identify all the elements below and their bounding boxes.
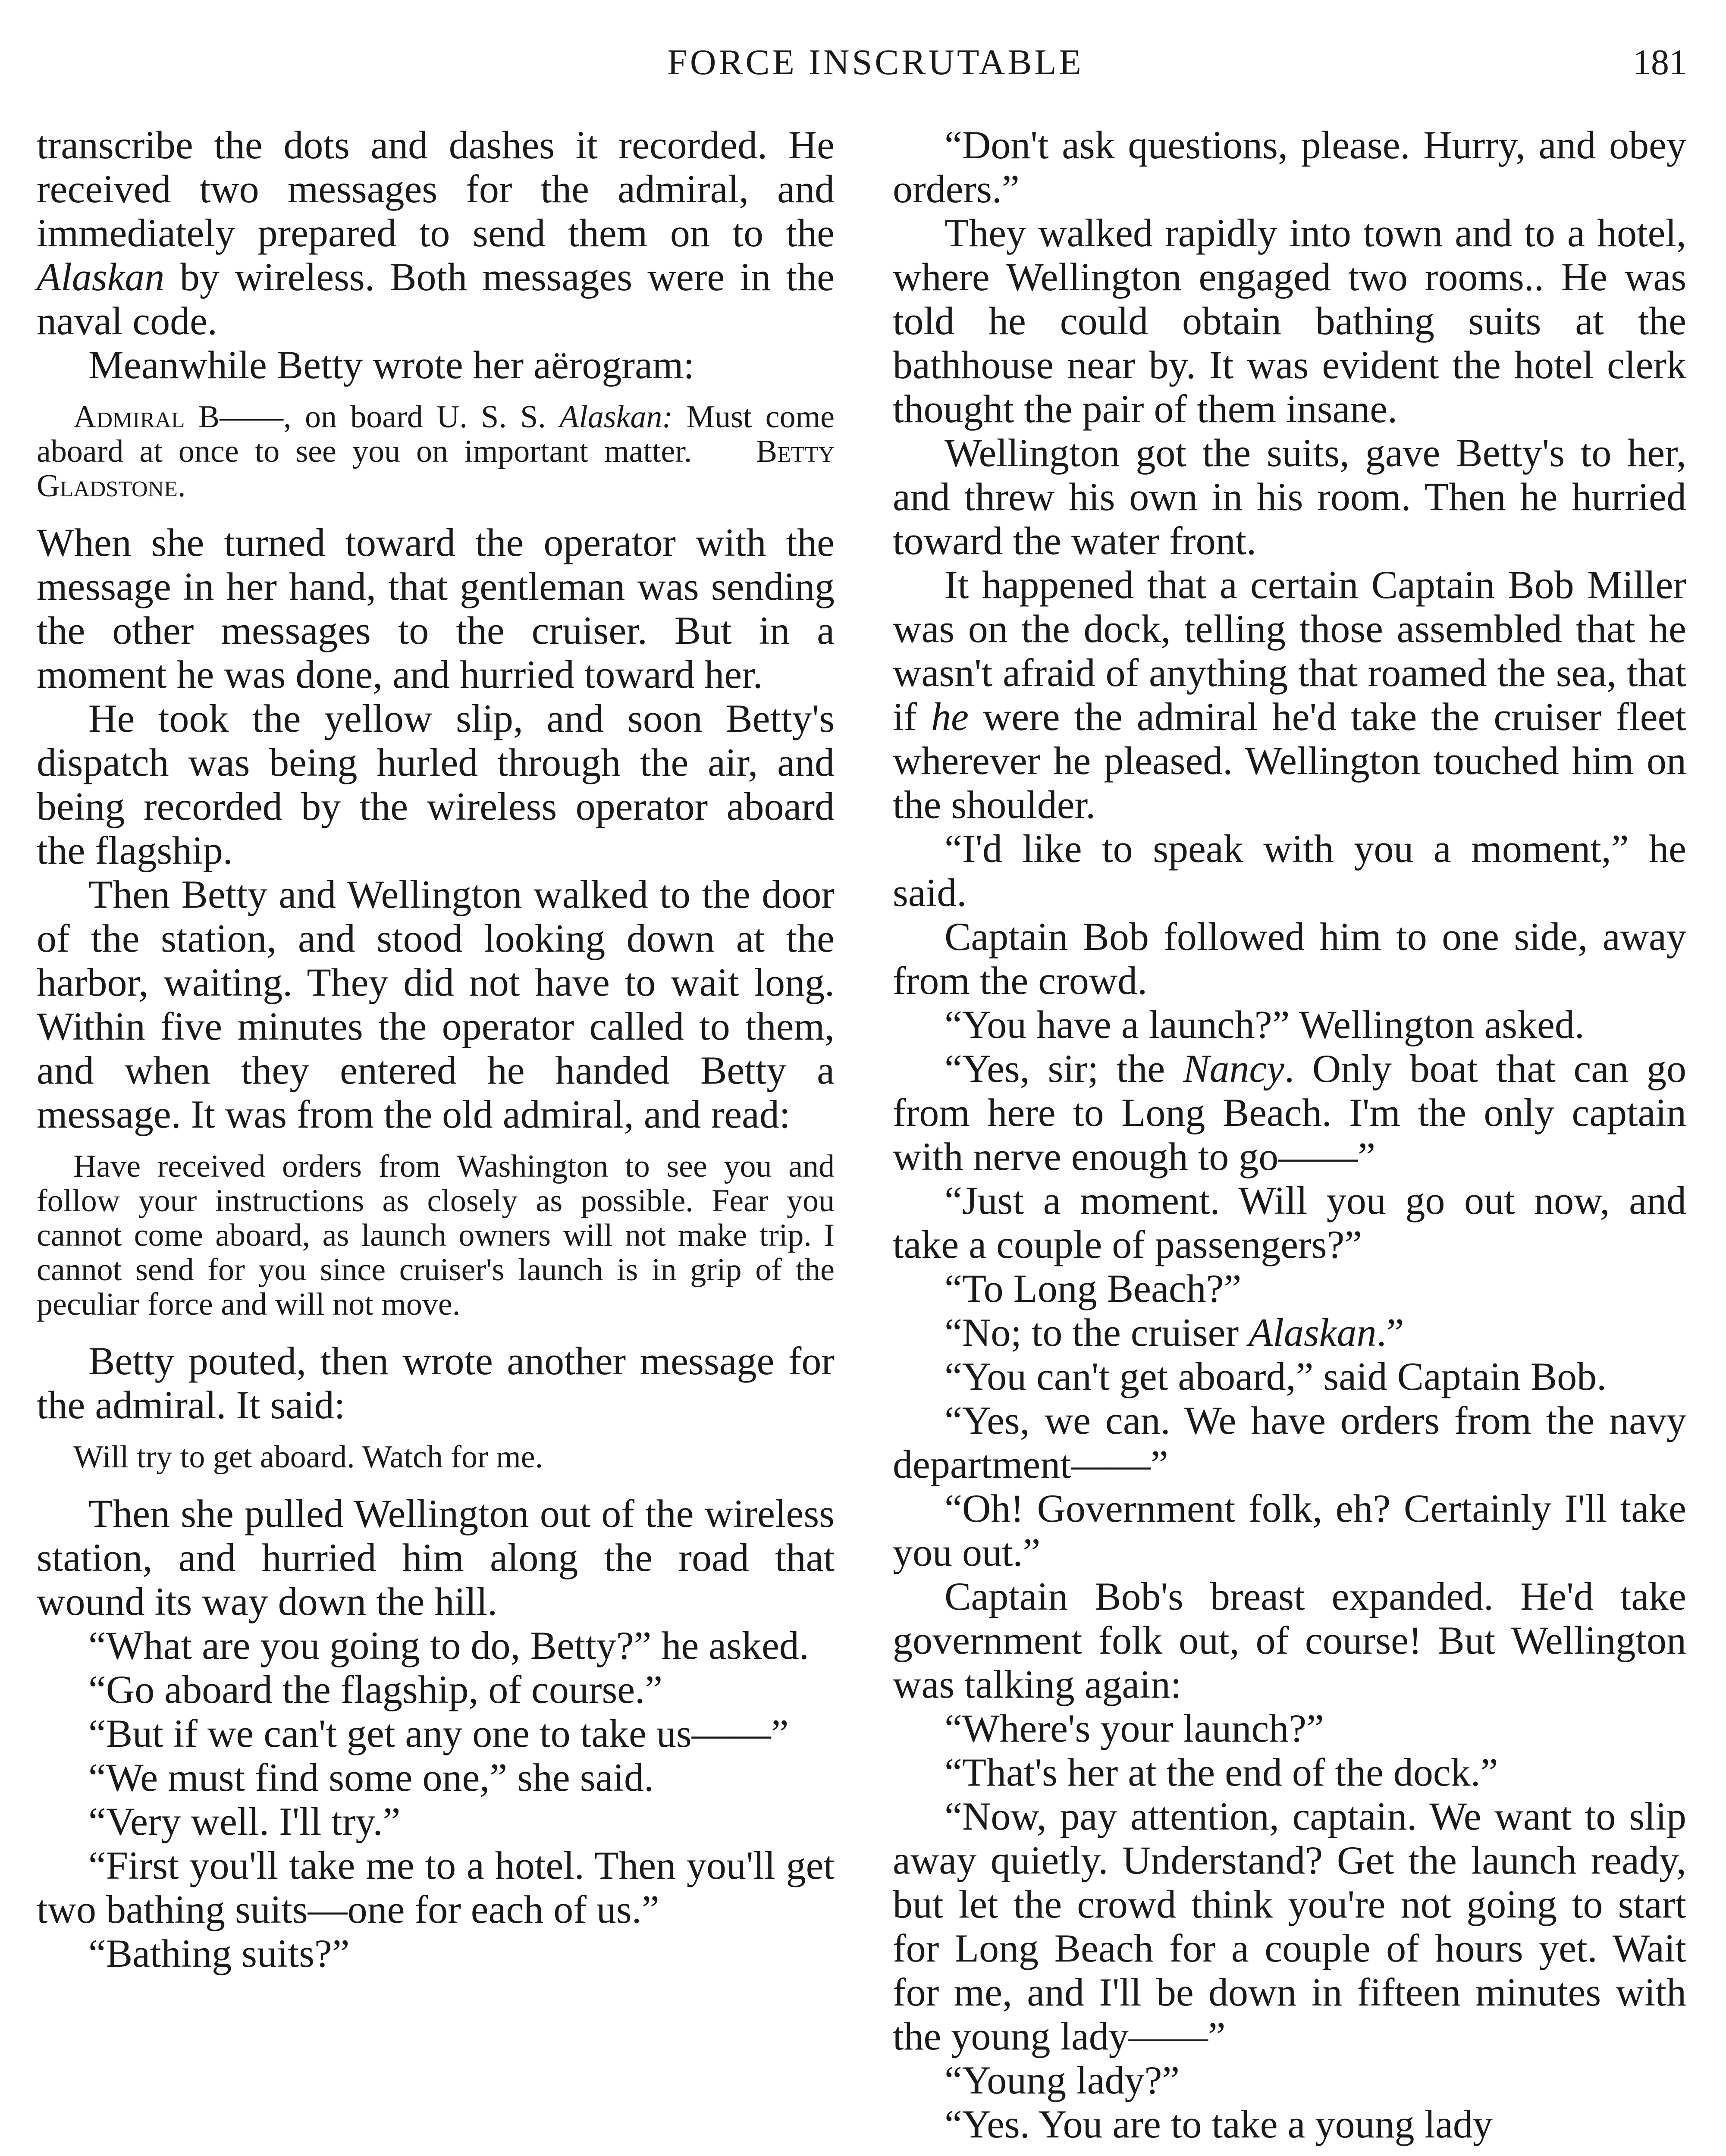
paragraph: “Young lady?” [945,2058,1180,2102]
paragraph: Captain Bob's breast expanded. He'd take government folk out, of course! But Wellington was talking again: [893,1574,1686,1706]
running-title: FORCE INSCRUTABLE [667,42,1084,82]
paragraph: transcribe the dots and dashes it recorded. He received two messages for the admiral, and immediately prepared to send them on to the Alaskan by wireless. Both messages were in the naval code. [37,123,835,343]
paragraph: “Just a moment. Will you go out now, and take a couple of passengers?” [893,1178,1686,1266]
paragraph: “We must find some one,” she said. [88,1755,654,1799]
paragraph: “What are you going to do, Betty?” he asked. [88,1623,809,1667]
paragraph: Betty pouted, then wrote another message for the admiral. It said: [37,1339,835,1427]
paragraph: “Now, pay attention, captain. We want to slip away quietly. Understand? Get the launch ready, but let the crowd think you're not going to start for Long Beach for a couple of hours yet. Wait for me, and I'll be down in fifteen minutes with the young lady——” [893,1794,1686,2058]
paragraph: “Yes. You are to take a young lady [945,2102,1493,2146]
paragraph: “Bathing suits?” [88,1931,350,1975]
paragraph: “That's her at the end of the dock.” [945,1750,1498,1794]
aerogram: Admiral B——, on board U. S. S. Alaskan: Must come aboard at once to see you on important matter. Betty Gladstone. [37,399,835,504]
paragraph: They walked rapidly into town and to a hotel, where Wellington engaged two rooms.. He was told he could obtain bathing suits at the bathhouse near by. It was evident the hotel clerk thought the pair of them insane. [893,211,1686,431]
paragraph: “Yes, we can. We have orders from the navy department——” [893,1398,1686,1486]
paragraph: “But if we can't get any one to take us——” [88,1711,789,1755]
paragraph: “Where's your launch?” [945,1706,1324,1750]
reply-message: Will try to get aboard. Watch for me. [73,1439,543,1475]
paragraph: “I'd like to speak with you a moment,” he said. [893,827,1686,915]
paragraph: Wellington got the suits, gave Betty's to her, and threw his own in his room. Then he hurried toward the water front. [893,431,1686,563]
right-column [893,123,1686,2156]
page-number: 181 [1633,42,1687,82]
paragraph: “You can't get aboard,” said Captain Bob. [945,1354,1607,1398]
paragraph: “Very well. I'll try.” [88,1799,401,1843]
admiral-message: Have received orders from Washington to see you and follow your instructions as closely as possible. Fear you cannot come aboard, as launch owners will not make trip. I cannot send for you since cruiser's launch is in grip of the peculiar force and will not move. [37,1149,835,1322]
paragraph: “Yes, sir; the Nancy. Only boat that can go from here to Long Beach. I'm the only captain with nerve enough to go——” [893,1047,1686,1178]
paragraph: Captain Bob followed him to one side, away from the crowd. [893,915,1686,1003]
paragraph: “Don't ask questions, please. Hurry, and obey orders.” [893,123,1686,211]
paragraph: It happened that a certain Captain Bob Miller was on the dock, telling those assembled that he wasn't afraid of anything that roamed the sea, that if he were the admiral he'd take the cruiser fleet wherever he pleased. Wellington touched him on the shoulder. [893,563,1686,827]
paragraph: Meanwhile Betty wrote her aërogram: [88,343,695,387]
paragraph: Then she pulled Wellington out of the wireless station, and hurried him along the road that wound its way down the hill. [37,1492,835,1623]
paragraph: “First you'll take me to a hotel. Then you'll get two bathing suits—one for each of us.” [37,1843,835,1931]
paragraph: “To Long Beach?” [945,1266,1242,1310]
left-column [37,123,835,2156]
paragraph: “Oh! Government folk, eh? Certainly I'll take you out.” [893,1486,1686,1574]
paragraph: “No; to the cruiser Alaskan.” [945,1310,1404,1354]
paragraph: When she turned toward the operator with the message in her hand, that gentleman was sending the other messages to the cruiser. But in a moment he was done, and hurried toward her. [37,520,835,696]
paragraph: “Go aboard the flagship, of course.” [88,1667,662,1711]
paragraph: “You have a launch?” Wellington asked. [945,1003,1585,1047]
paragraph: Then Betty and Wellington walked to the door of the station, and stood looking down at the harbor, waiting. They did not have to wait long. Within five minutes the operator called to them, and when they entered he handed Betty a message. It was from the old admiral, and read: [37,872,835,1136]
paragraph: He took the yellow slip, and soon Betty's dispatch was being hurled through the air, and being recorded by the wireless operator aboard the flagship. [37,696,835,872]
